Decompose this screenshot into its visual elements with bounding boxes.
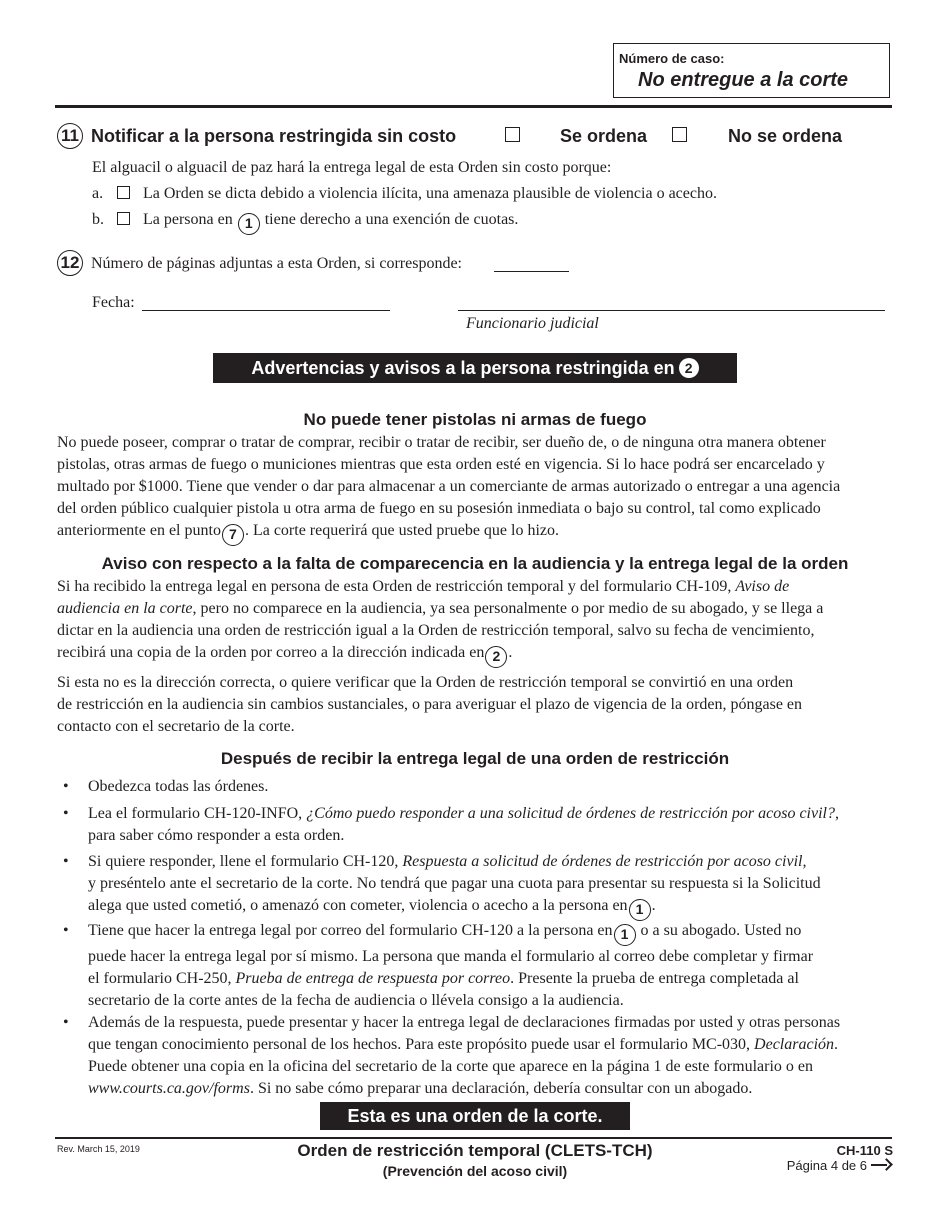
bullet-2 bbox=[57, 803, 897, 847]
bullet-4 bbox=[57, 920, 897, 1012]
bullet-3-italic: Respuesta a solicitud de órdenes de restricción por acoso civil, bbox=[402, 853, 807, 870]
bullet-4-l3-after: . Presente la prueba de entrega completada al bbox=[510, 970, 799, 987]
form-title: Orden de restricción temporal (CLETS-TCH) bbox=[297, 1141, 653, 1160]
bullet-3-line-3 bbox=[88, 895, 897, 921]
bullet-3-before: Si quiere responder, llene el formulario CH-120, bbox=[88, 853, 403, 870]
bullet-5-line-1: Además de la respuesta, puede presentar y hacer la entrega legal de declaraciones firmadas por usted y otras personas bbox=[88, 1014, 841, 1031]
notice-l2-italic: audiencia en la corte bbox=[57, 600, 193, 617]
bullet-3 bbox=[57, 851, 897, 921]
bullet-4-line-2: puede hacer la entrega legal por sí mismo. La persona que manda el formulario al correo debe completar y firmar bbox=[88, 948, 814, 965]
notice-p2-line-1: Si esta no es la dirección correcta, o quiere verificar que la Orden de restricción temporal se convirtió en una orden bbox=[57, 674, 794, 691]
guns-line-4: del orden público cualquier pistola u otra arma de fuego en su posesión inmediata o bajo su control, tal como explicado bbox=[57, 500, 821, 517]
notice-line-1 bbox=[57, 576, 897, 598]
notice-paragraph-2 bbox=[57, 672, 897, 738]
bullet-3-l3-before: alega que usted cometió, o amenazó con cometer, violencia o acecho a la persona en bbox=[88, 897, 628, 914]
bullet-4-line-3 bbox=[88, 968, 897, 990]
bullet-4-l3-before: el formulario CH-250, bbox=[88, 970, 236, 987]
notice-l2-text: , pero no comparece en la audiencia, ya sea personalmente o por medio de su abogado, y se llega a bbox=[192, 600, 824, 617]
bullet-5-l2-italic: Declaración bbox=[754, 1036, 835, 1053]
ordered-checkbox[interactable] bbox=[505, 127, 520, 142]
date-label: Fecha: bbox=[92, 294, 135, 311]
notice-line-4 bbox=[57, 642, 897, 668]
court-order-bar: Esta es una orden de la corte. bbox=[320, 1102, 630, 1130]
bullet-5-l2-before: que tengan conocimiento personal de los hechos. Para este propósito puede usar el formulario MC-030, bbox=[88, 1036, 755, 1053]
guns-paragraph bbox=[57, 432, 897, 546]
item-11-intro: El alguacil o alguacil de paz hará la entrega legal de esta Orden sin costo porque: bbox=[92, 159, 612, 176]
form-id: CH-110 S bbox=[836, 1143, 893, 1158]
warnings-heading-bar bbox=[213, 353, 737, 383]
case-number-label: Número de caso: bbox=[619, 51, 725, 66]
bullet-5-line-3: Puede obtener una copia en la oficina del secretario de la corte que aparece en la página 1 de este formulario o en bbox=[88, 1058, 813, 1075]
date-field[interactable] bbox=[142, 310, 390, 311]
bullet-1-text: Obedezca todas las órdenes. bbox=[88, 778, 269, 795]
bullet-dot: • bbox=[63, 1014, 69, 1031]
item-11-number: 11 bbox=[57, 123, 83, 149]
item-11-title: Notificar a la persona restringida sin costo bbox=[91, 126, 457, 146]
notice-ref: 2 bbox=[485, 646, 507, 668]
guns-line-2: pistolas, otras armas de fuego o municiones mientras que esta orden esté en vigencia. Si lo hace podrá ser encarcelado y bbox=[57, 456, 825, 473]
guns-last-after: . La corte requerirá que usted pruebe que lo hizo. bbox=[244, 522, 560, 539]
notice-l4-after: . bbox=[508, 644, 513, 661]
form-subtitle: (Prevención del acoso civil) bbox=[382, 1163, 568, 1179]
bullet-3-line-1 bbox=[88, 851, 897, 873]
item-11a-checkbox[interactable] bbox=[117, 186, 130, 199]
bullet-2-line-1 bbox=[88, 803, 897, 825]
item-11b-checkbox[interactable] bbox=[117, 212, 130, 225]
guns-ref: 7 bbox=[222, 524, 244, 546]
bullet-4-line-1 bbox=[88, 920, 897, 946]
case-number-box bbox=[613, 43, 890, 98]
bullet-5-l2-after: . bbox=[834, 1036, 839, 1053]
warnings-bar-title: Advertencias y avisos a la persona restringida en bbox=[251, 358, 675, 378]
item-11b-text-before: La persona en bbox=[143, 211, 233, 228]
judicial-officer-label: Funcionario judicial bbox=[466, 315, 599, 332]
footer-rule bbox=[55, 1137, 892, 1139]
bullet-dot: • bbox=[63, 805, 69, 822]
notice-l1-italic: Aviso de bbox=[735, 578, 790, 595]
notice-line-3: dictar en la audiencia una orden de restricción igual a la Orden de restricción temporal, salvo su fecha de vencimiento, bbox=[57, 622, 815, 639]
bullet-5 bbox=[57, 1012, 897, 1100]
ordered-label: Se ordena bbox=[560, 126, 648, 146]
not-ordered-label: No se ordena bbox=[728, 126, 843, 146]
not-ordered-checkbox[interactable] bbox=[672, 127, 687, 142]
revision-date: Rev. March 15, 2019 bbox=[57, 1144, 140, 1154]
signature-line[interactable] bbox=[458, 310, 885, 311]
item-12-number: 12 bbox=[57, 250, 83, 276]
bullet-2-before: Lea el formulario CH-120-INFO, bbox=[88, 805, 307, 822]
bullet-dot: • bbox=[63, 922, 69, 939]
page-number bbox=[787, 1158, 893, 1173]
case-number-value: No entregue a la corte bbox=[638, 69, 849, 91]
guns-line-5 bbox=[57, 520, 897, 546]
notice-paragraph bbox=[57, 576, 897, 668]
notice-l1-text: Si ha recibido la entrega legal en persona de esta Orden de restricción temporal y del formulario CH-109, bbox=[57, 578, 736, 595]
bullet-3-l3-after: . bbox=[651, 897, 656, 914]
notice-l4-text: recibirá una copia de la orden por correo a la dirección indicada en bbox=[57, 644, 485, 661]
item-11b-letter: b. bbox=[92, 211, 104, 228]
page-count-field[interactable] bbox=[494, 271, 569, 272]
item-12-text: Número de páginas adjuntas a esta Orden, si corresponde: bbox=[91, 255, 462, 272]
bullet-4-l3-italic: Prueba de entrega de respuesta por correo bbox=[235, 970, 511, 987]
item-11b-ref: 1 bbox=[238, 213, 260, 235]
bullet-5-l4-after: . Si no sabe cómo preparar una declaración, debería consultar con un abogado. bbox=[249, 1080, 753, 1097]
bullet-5-line-4 bbox=[88, 1078, 897, 1100]
bullet-dot: • bbox=[63, 778, 69, 795]
item-11b-text bbox=[143, 209, 518, 235]
guns-last-before: anteriormente en el punto bbox=[57, 522, 221, 539]
bullet-1 bbox=[57, 776, 897, 798]
after-heading: Después de recibir la entrega legal de una orden de restricción bbox=[220, 749, 730, 768]
item-11b-text-after: tiene derecho a una exención de cuotas. bbox=[264, 211, 519, 228]
bullet-2-italic: ¿Cómo puedo responder a una solicitud de órdenes de restricción por acoso civil? bbox=[306, 805, 835, 822]
notice-p2-line-3: contacto con el secretario de la corte. bbox=[57, 718, 295, 735]
bullet-4-ref: 1 bbox=[614, 924, 636, 946]
item-11a-letter: a. bbox=[92, 185, 104, 202]
bullet-4-after: o a su abogado. Usted no bbox=[636, 922, 802, 939]
notice-heading: Aviso con respecto a la falta de comparecencia en la audiencia y la entrega legal de la orden bbox=[101, 554, 849, 573]
header-rule bbox=[55, 105, 892, 108]
courts-website-link[interactable]: www.courts.ca.gov/forms bbox=[88, 1080, 250, 1097]
bullet-4-before: Tiene que hacer la entrega legal por correo del formulario CH-120 a la persona en bbox=[88, 922, 613, 939]
bullet-2-after: , bbox=[834, 805, 839, 822]
bullet-2-line-2: para saber cómo responder a esta orden. bbox=[88, 827, 345, 844]
page-number-text: Página 4 de 6 bbox=[786, 1158, 867, 1173]
next-page-arrow-icon bbox=[871, 1159, 893, 1171]
guns-line-1: No puede poseer, comprar o tratar de comprar, recibir o tratar de recibir, ser dueño de, o de ninguna otra manera obtener bbox=[57, 434, 826, 451]
notice-line-2 bbox=[57, 598, 897, 620]
bullet-3-ref: 1 bbox=[629, 899, 651, 921]
bullet-3-line-2: y preséntelo ante el secretario de la corte. No tendrá que pagar una cuota para presentar su respuesta si la Solicitud bbox=[88, 875, 821, 892]
item-11a-text: La Orden se dicta debido a violencia ilícita, una amenaza plausible de violencia o acecho. bbox=[143, 185, 717, 202]
warnings-bar-ref: 2 bbox=[679, 358, 699, 378]
notice-p2-line-2: de restricción en la audiencia sin cambios sustanciales, o para averiguar el plazo de vigencia de la orden, póngase en bbox=[57, 696, 803, 713]
bullet-5-line-2 bbox=[88, 1034, 897, 1056]
bullet-dot: • bbox=[63, 853, 69, 870]
bullet-4-line-4: secretario de la corte antes de la fecha de audiencia o llévela consigo a la audiencia. bbox=[88, 992, 624, 1009]
guns-heading: No puede tener pistolas ni armas de fuego bbox=[303, 410, 647, 429]
guns-line-3: multado por $1000. Tiene que vender o dar para almacenar a un comerciante de armas autorizado o entregar a una agencia bbox=[57, 478, 841, 495]
